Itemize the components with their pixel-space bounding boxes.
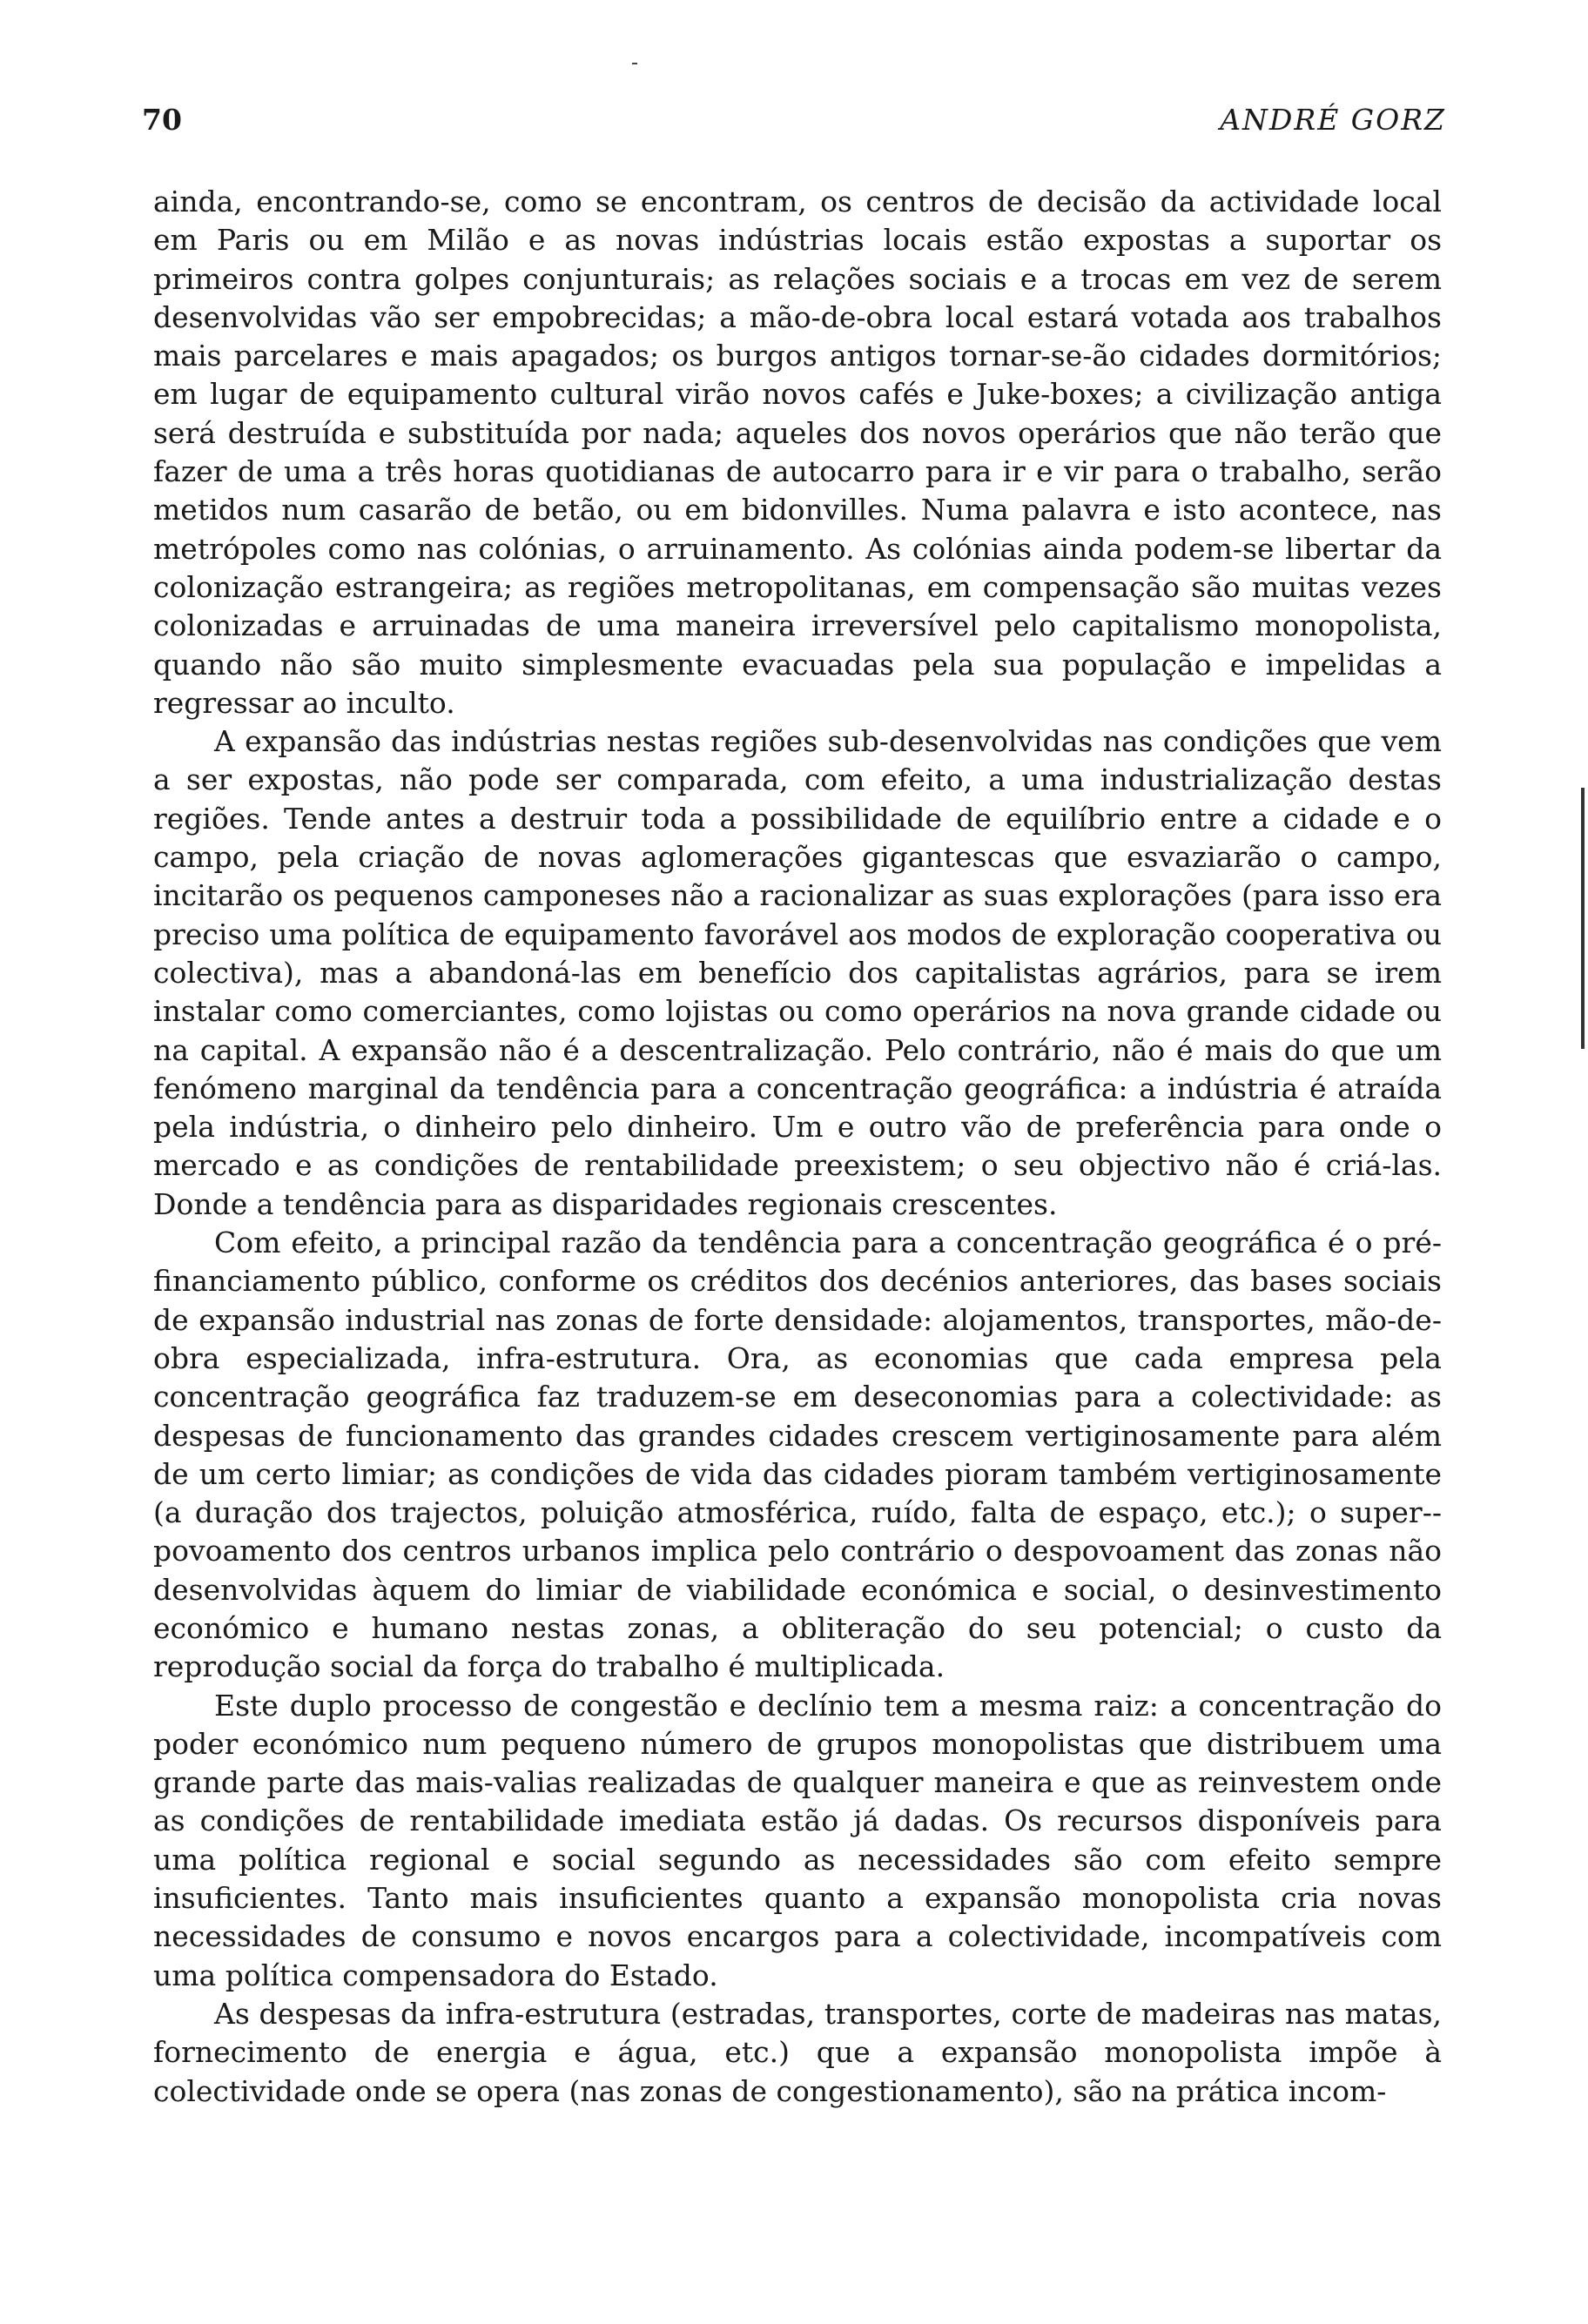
paragraph: As despesas da infra-estrutura (estradas, transportes, corte de madeiras nas matas, fornecimento de energia e água, etc.) que a expansão monopolista impõe à colectividade onde se opera (nas zonas de congestionamento), são na prática incom- <box>153 1996 1442 2108</box>
running-head-author: ANDRÉ GORZ <box>1220 103 1446 137</box>
page-number: 70 <box>142 103 182 137</box>
scan-speck <box>632 63 637 64</box>
paragraph: A expansão das indústrias nestas regiões sub-desenvolvidas nas condições que vem a ser expostas, não pode ser comparada, com efeito, a uma industrialização destas regiões. Tende antes a destruir toda a possibilidade de equilíbrio entre a cidade e o campo, pela criação de novas aglomerações gigantescas que esvaziarão o campo, incitarão os pequenos camponeses não a racionalizar as suas explorações (para isso era preciso uma política de equipamento favorável aos modos de exploração cooperativa ou colectiva), mas a abandoná-las em benefício dos capitalistas agrários, para se irem instalar como comerciantes, como lojistas ou como operários na nova grande cidade ou na capital. A expansão não é a descentralização. Pelo contrário, não é mais do que um fenómeno marginal da tendência para a concentração geográfica: a indústria é atraída pela indústria, o dinheiro pelo dinheiro. Um e outro vão de preferência para onde o mercado e as condições de rentabilidade preexistem; o seu objectivo não é criá-las. Donde a tendência para as disparidades regionais crescentes. <box>153 724 1442 1221</box>
page-header <box>142 103 1446 146</box>
paragraph: Com efeito, a principal razão da tendência para a concentração geográfica é o pré-financiamento público, conforme os créditos dos decénios anteriores, das bases sociais de expansão industrial nas zonas de forte densidade: alojamentos, transportes, mão-de-obra especializada, infra-estrutura. Ora, as economias que cada empresa pela concentração geográfica faz traduzem-se em deseconomias para a colectividade: as despesas de funcionamento das grandes cidades crescem vertiginosamente para além de um certo limiar; as condições de vida das cidades pioram também vertiginosamente (a duração dos trajectos, poluição atmosférica, ruído, falta de espaço, etc.); o super--povoamento dos centros urbanos implica pelo contrário o despovoament das zonas não desenvolvidas àquem do limiar de viabilidade económica e social, o desinvestimento económico e humano nestas zonas, a obliteração do seu potencial; o custo da reprodução social da força do trabalho é multiplicada. <box>153 1226 1442 1684</box>
page-edge-mark <box>1581 788 1585 1049</box>
body-text <box>153 183 1442 2111</box>
paragraph: Este duplo processo de congestão e declínio tem a mesma raiz: a concentração do poder económico num pequeno número de grupos monopolistas que distribuem uma grande parte das mais-valias realizadas de qualquer maneira e que as reinvestem onde as condições de rentabilidade imediata estão já dadas. Os recursos disponíveis para uma política regional e social segundo as necessidades são com efeito sempre insuficientes. Tanto mais insuficientes quanto a expansão monopolista cria novas necessidades de consumo e novos encargos para a colectividade, incompatíveis com uma política compensadora do Estado. <box>153 1688 1442 1992</box>
paragraph: ainda, encontrando-se, como se encontram, os centros de decisão da actividade local em Paris ou em Milão e as novas indústrias locais estão expostas a suportar os primeiros contra golpes conjunturais; as relações sociais e a trocas em vez de serem desenvolvidas vão ser empobrecidas; a mão-de-obra local estará votada aos trabalhos mais parcelares e mais apagados; os burgos antigos tornar-se-ão cidades dormitórios; em lugar de equipamento cultural virão novos cafés e Juke-boxes; a civilização antiga será destruída e substituída por nada; aqueles dos novos operários que não terão que fazer de uma a três horas quotidianas de autocarro para ir e vir para o trabalho, serão metidos num casarão de betão, ou em bidonvilles. Numa palavra e isto acontece, nas metrópoles como nas colónias, o arruinamento. As colónias ainda podem-se libertar da colonização estrangeira; as regiões metropolitanas, em compensação são muitas vezes colonizadas e arruinadas de uma maneira irreversível pelo capitalismo monopolista, quando não são muito simplesmente evacuadas pela sua população e impelidas a regressar ao inculto. <box>153 185 1442 720</box>
